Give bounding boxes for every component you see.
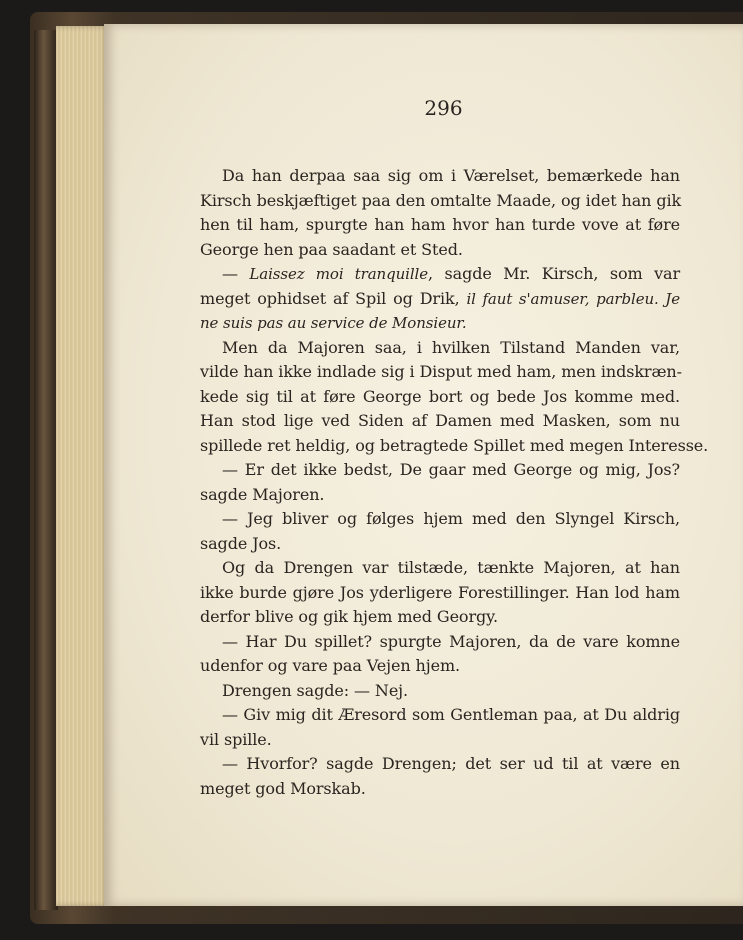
text-line: sagde Jos. <box>200 533 282 553</box>
text-line: meget god Morskab. <box>200 778 366 798</box>
text-line <box>200 311 680 336</box>
text-line: kede sig til at føre George bort og bede Jos komme med. <box>200 386 680 406</box>
text-line: udenfor og vare paa Vejen hjem. <box>200 656 461 675</box>
text-segment: — <box>222 264 250 283</box>
book-spine <box>34 30 58 910</box>
text-line: — Jeg bliver og følges hjem med den Slyngel Kirsch, <box>222 509 680 528</box>
text-line <box>200 262 680 287</box>
text-line: George hen paa saadant et Sted. <box>200 239 463 259</box>
page-number: 296 <box>424 96 463 120</box>
text-line: Og da Drengen var tilstæde, tænkte Majoren, at han <box>222 558 680 577</box>
page-edges <box>56 26 108 906</box>
text-line: ikke burde gjøre Jos yderligere Forestillinger. Han lod ham <box>200 582 680 602</box>
text-line: vilde han ikke indlade sig i Disput med ham, men indskræn- <box>200 362 682 381</box>
text-line: Kirsch beskjæftiget paa den omtalte Maade, og idet han gik <box>200 190 682 210</box>
text-line: Da han derpaa saa sig om i Værelset, bemærkede han <box>222 166 680 185</box>
text-line: spillede ret heldig, og betragtede Spillet med megen Interesse. <box>200 435 709 455</box>
italic-text: Laissez moi tranquille <box>249 265 429 283</box>
text-line: Drengen sagde: — Nej. <box>222 680 409 700</box>
text-line: hen til ham, spurgte han ham hvor han turde vove at føre <box>200 215 680 234</box>
text-segment: meget ophidset af Spil og Drik, <box>200 288 467 308</box>
text-line: Men da Majoren saa, i hvilken Tilstand Manden var, <box>222 337 680 357</box>
text-line <box>200 287 680 312</box>
text-line: sagde Majoren. <box>200 484 325 504</box>
text-line: — Er det ikke bedst, De gaar med George og mig, Jos? <box>222 460 680 479</box>
italic-text: ne suis pas au service de Monsieur. <box>200 314 467 332</box>
text-line: derfor blive og gik hjem med Georgy. <box>200 607 498 626</box>
text-line: vil spille. <box>200 729 272 749</box>
italic-text: il faut s'amuser, parbleu. Je <box>466 289 680 308</box>
text-line: — Hvorfor? sagde Drengen; det ser ud til at være en <box>222 754 680 773</box>
text-line: — Har Du spillet? spurgte Majoren, da de vare komne <box>222 631 680 651</box>
book-page <box>104 24 743 906</box>
text-line: — Giv mig dit Æresord som Gentleman paa, at Du aldrig <box>222 705 680 724</box>
text-segment: , sagde Mr. Kirsch, som var <box>428 264 680 283</box>
text-line: Han stod lige ved Siden af Damen med Masken, som nu <box>200 411 680 430</box>
page-text <box>200 164 709 801</box>
